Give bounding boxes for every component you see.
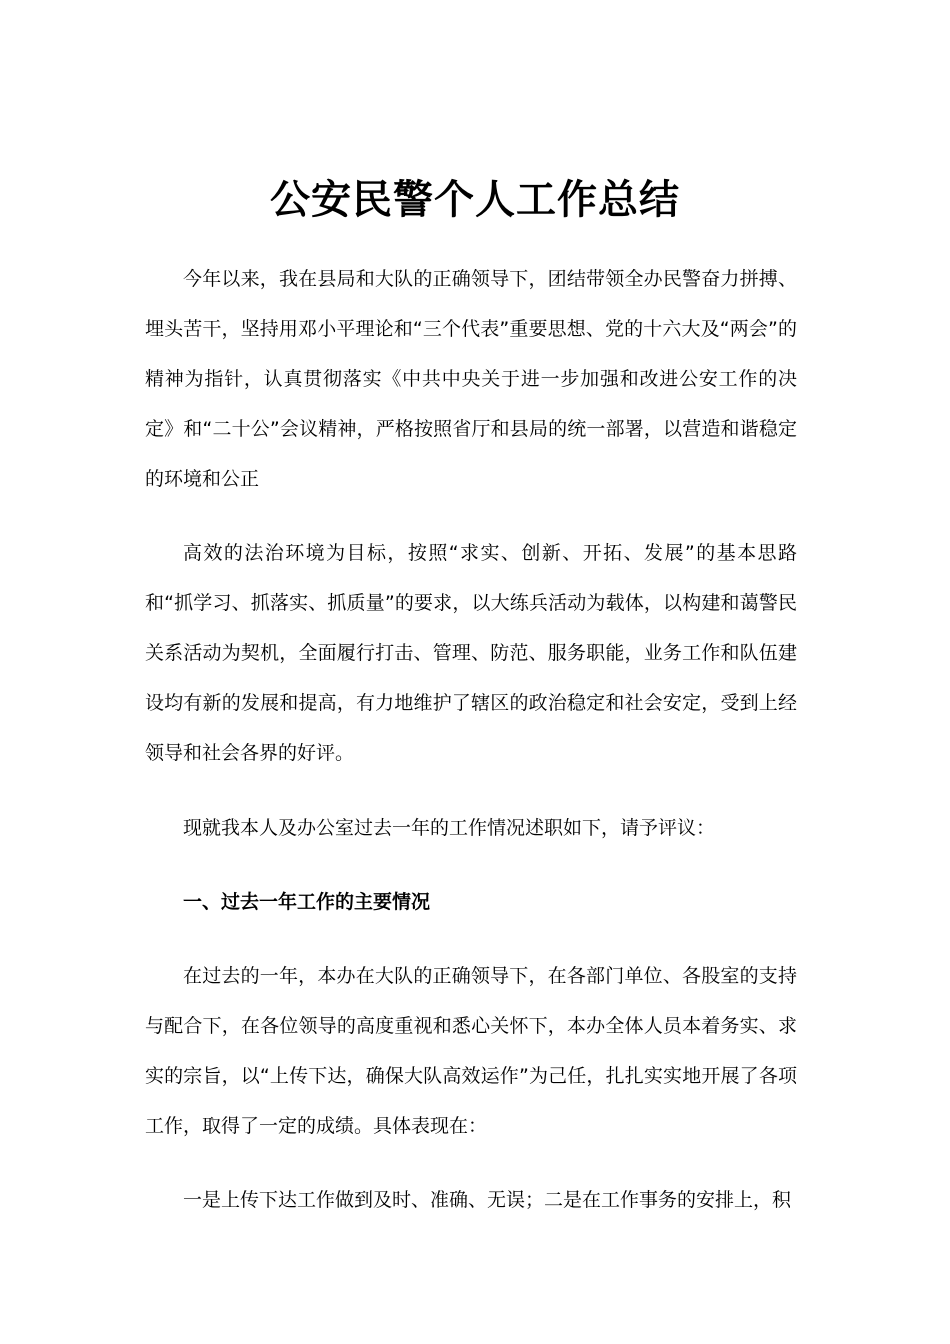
- paragraph-details: 一是上传下达工作做到及时、准确、无误；二是在工作事务的安排上，积: [183, 1189, 792, 1211]
- document-title: 公安民警个人工作总结: [270, 177, 680, 223]
- paragraph-report-intro: 现就我本人及办公室过去一年的工作情况述职如下，请予评议：: [183, 817, 716, 839]
- paragraph-intro: 今年以来，我在县局和大队的正确领导下，团结带领全办民警奋力拼搏、埋头苦干，坚持用邓小平理论和“三个代表”重要思想、党的十六大及“两会”的精神为指针，认真贯彻落实《中共中央关于进一步加强和改进公安工作的决定》和“二十公”会议精神，严格按照省厅和县局的统一部署，以营造和谐稳定的环境和公正: [145, 268, 797, 490]
- paragraph-past-year: 在过去的一年，本办在大队的正确领导下，在各部门单位、各股室的支持与配合下，在各位领导的高度重视和悉心关怀下，本办全体人员本着务实、求实的宗旨，以“上传下达，确保大队高效运作”为己任，扎扎实实地开展了各项工作，取得了一定的成绩。具体表现在：: [145, 965, 797, 1137]
- section-heading: 一、过去一年工作的主要情况: [183, 891, 431, 913]
- paragraph-goals: 高效的法治环境为目标，按照“求实、创新、开拓、发展”的基本思路和“抓学习、抓落实、抓质量”的要求，以大练兵活动为载体，以构建和蔼警民关系活动为契机，全面履行打击、管理、防范、服务职能，业务工作和队伍建设均有新的发展和提高，有力地维护了辖区的政治稳定和社会安定，受到上经领导和社会各界的好评。: [145, 542, 797, 764]
